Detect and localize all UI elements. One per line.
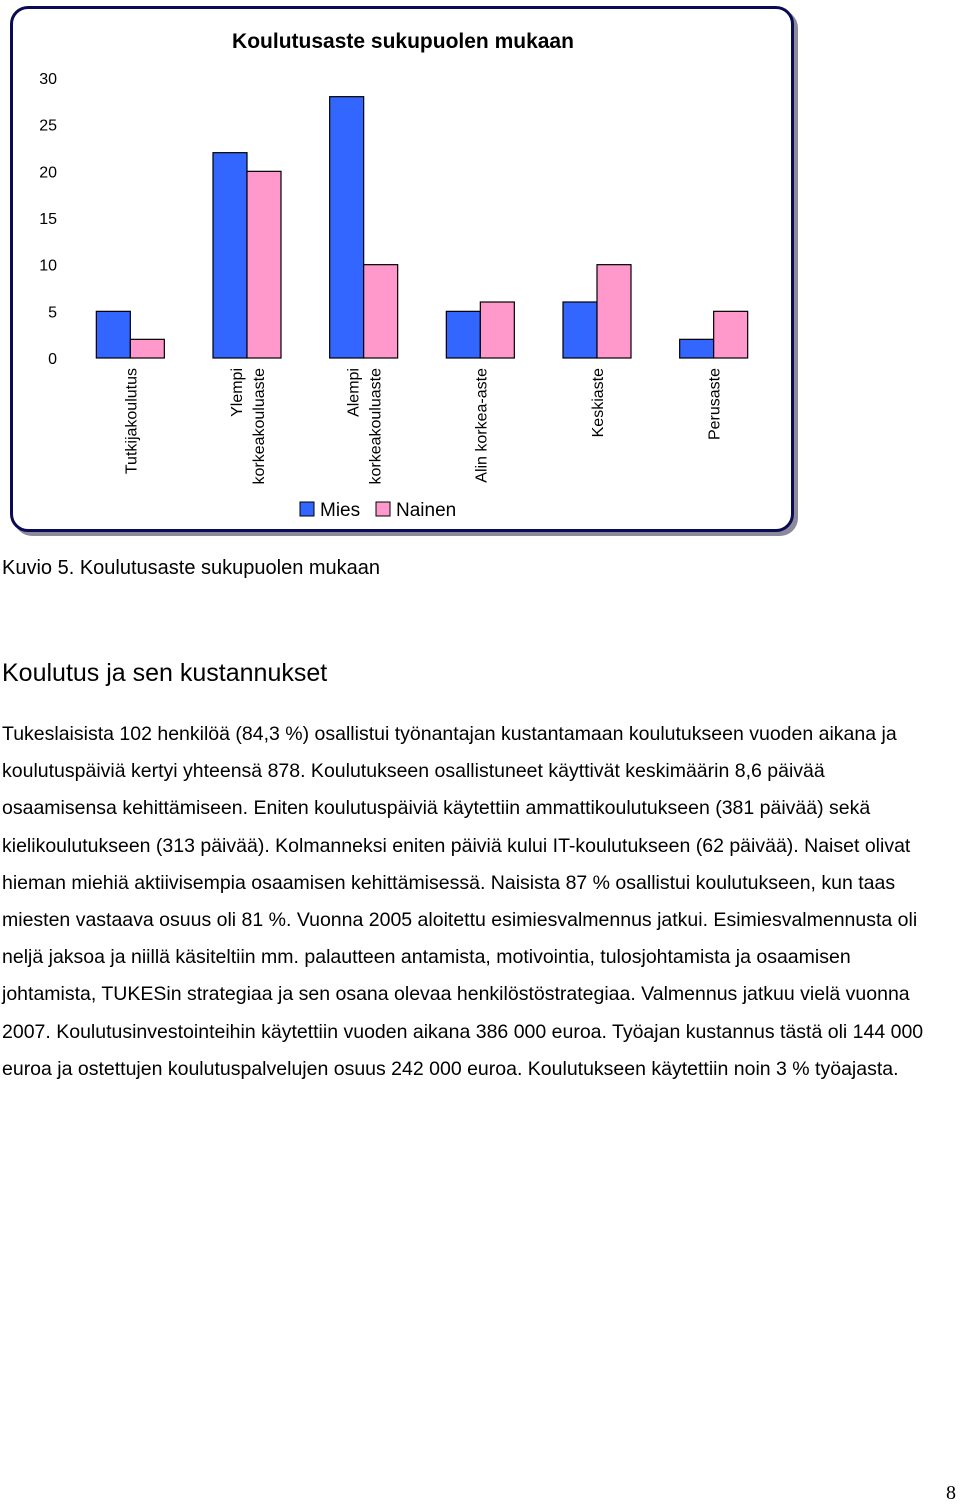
y-tick-label-1: 5 [48,304,57,322]
x-tick-label-4-0: Keskiaste [590,368,607,438]
x-tick-label-2-0: Alempi [345,368,363,417]
figure-caption: Kuvio 5. Koulutusaste sukupuolen mukaan [2,557,381,579]
body-paragraph: Tukeslaisista 102 henkilöä (84,3 %) osallistui työnantajan kustantamaan koulutukseen vuoden aikana ja koulutuspäiviä kertyi yhteensä 878. Koulutukseen osallistuneet käyttivät keskimäärin 8,6 päivää osaamisensa kehittämiseen. Eniten koulutuspäiviä käytettiin ammattikoulutukseen (381 päivää) sekä kielikoulutukseen (313 päivää). Kolmanneksi eniten päiviä kului IT-koulutukseen (62 päivää). Naiset olivat hieman miehiä aktiivisempia osaamisen kehittämisessä. Naisista 87 % osallistui koulutukseen, kun taas miesten vastaava osuus oli 81 %. Vuonna 2005 aloitettu esimiesvalmennus jatkui. Esimiesvalmennusta oli neljä jaksoa ja niillä käsiteltiin mm. palautteen antamista, motivointia, tulosjohtamista ja osaamisen johtamista, TUKESin strategiaa ja sen osana olevaa henkilöstöstrategiaa. Valmennus jatkuu vielä vuonna 2007. Koulutusinvestointeihin käytettiin vuoden aikana 386 000 euroa. Työajan kustannus tästä oli 144 000 euroa ja ostettujen koulutuspalvelujen osuus 242 000 euroa. Koulutukseen käytettiin noin 3 % työajasta. [2,723,924,1080]
y-tick-label-6: 30 [39,71,57,88]
bar-mies-3 [446,311,480,358]
y-tick-label-5: 25 [39,117,57,135]
bar-nainen-2 [364,265,398,358]
bar-nainen-3 [480,302,514,358]
bar-nainen-5 [714,311,748,358]
bar-nainen-1 [247,171,281,358]
x-tick-label-5-0: Perusaste [706,368,724,441]
bar-mies-5 [680,339,714,358]
bar-mies-0 [96,311,130,358]
section-heading: Koulutus ja sen kustannukset [2,659,328,687]
bar-chart [0,0,960,540]
legend-swatch-1 [376,502,390,516]
bar-nainen-4 [597,265,631,358]
x-tick-label-1-0: Ylempi [229,368,246,417]
y-tick-label-0: 0 [48,351,57,368]
y-tick-label-2: 10 [39,257,57,275]
y-tick-label-4: 20 [39,164,57,182]
legend-label-1: Nainen [396,500,457,521]
bar-mies-2 [330,97,364,358]
bar-mies-4 [563,302,597,358]
y-tick-label-3: 15 [39,211,57,228]
chart-title: Koulutusaste sukupuolen mukaan [232,30,574,53]
x-tick-label-1-1: korkeakouluaste [251,368,268,485]
bar-mies-1 [213,153,247,358]
page-number: 8 [946,1482,956,1504]
bar-nainen-0 [130,339,164,358]
x-tick-label-0-0: Tutkijakoulutus [123,368,141,475]
x-tick-label-3-0: Alin korkea-aste [473,368,491,483]
x-tick-label-2-1: korkeakouluaste [367,368,385,485]
legend-swatch-0 [300,502,314,516]
legend-label-0: Mies [320,500,361,521]
